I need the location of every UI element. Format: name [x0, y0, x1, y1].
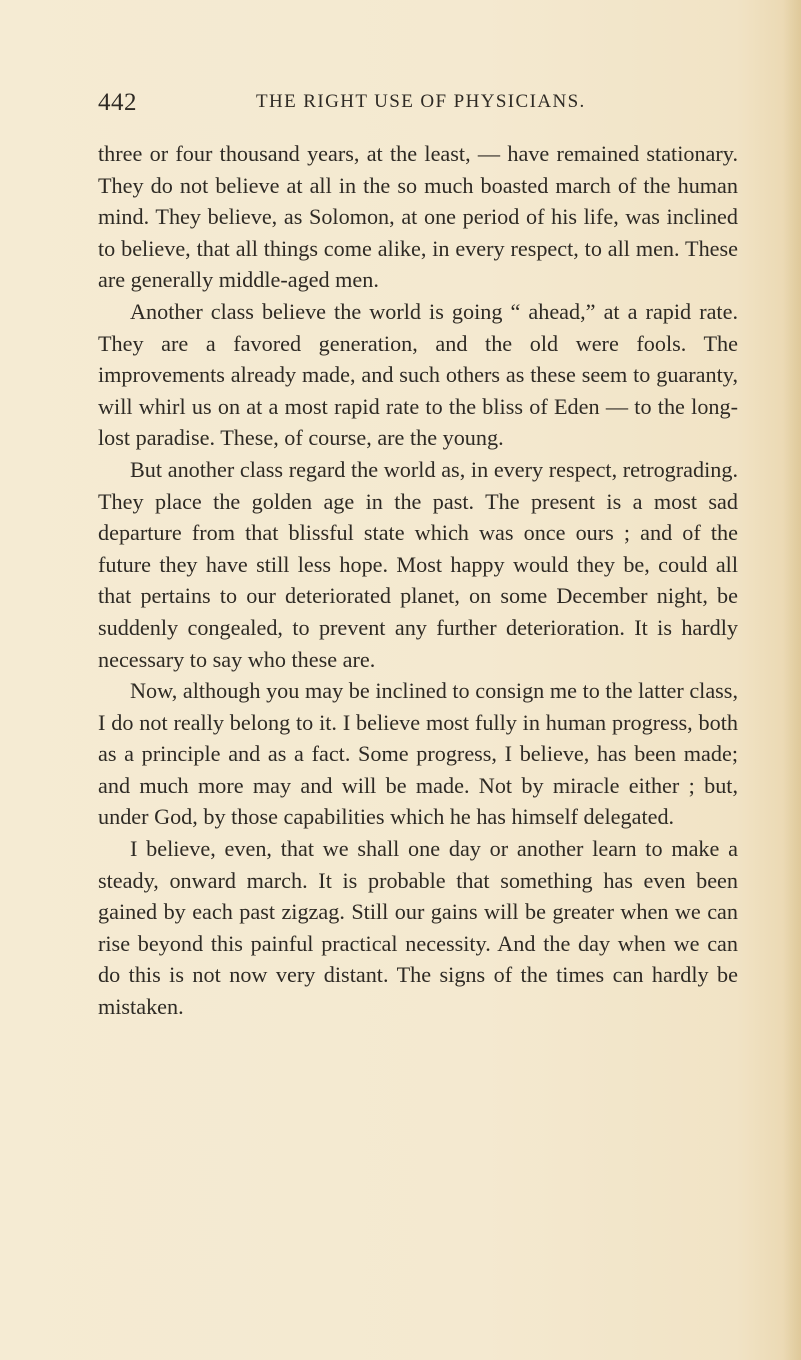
paragraph: I believe, even, that we shall one day or another learn to make a steady, onward march. It is probable that something has even been gained by each past zigzag. Still our gains will be greater when we can rise beyond this painful practical necessity. And the day when we can do this is not now very distant. The signs of the times can hardly be mistaken. [98, 836, 738, 1020]
page-edge-shadow [783, 0, 801, 1360]
running-head: THE RIGHT USE OF PHYSICIANS. [256, 91, 586, 112]
paragraph: Now, although you may be inclined to consign me to the latter class, I do not really belong to it. I believe most fully in human progress, both as a principle and as a fact. Some progress, I believe, has been made; and much more may and will be made. Not by miracle either ; but, under God, by those capabilities which he has himself delegated. [98, 678, 738, 830]
paragraph: three or four thousand years, at the least, — have remained stationary. They do not believe at all in the so much boasted march of the human mind. They believe, as Solomon, at one period of his life, was inclined to believe, that all things come alike, in every respect, to all men. These are generally middle-aged men. [98, 141, 738, 293]
paragraph: Another class believe the world is going “ ahead,” at a rapid rate. They are a favored generation, and the old were fools. The improvements already made, and such others as these seem to guaranty, will whirl us on at a most rapid rate to the bliss of Eden — to the long-lost paradise. These, of course, are the young. [98, 298, 738, 451]
body-text [98, 138, 738, 1023]
page-number: 442 [98, 89, 137, 116]
page-header [98, 89, 738, 119]
paragraph: But another class regard the world as, in every respect, retrograding. They place the golden age in the past. The present is a most sad departure from that blissful state which was once ours ; and of the future they have still less hope. Most happy would they be, could all that pertains to our deteriorated planet, on some December night, be suddenly congealed, to prevent any further deterioration. It is hardly necessary to say who these are. [98, 456, 738, 672]
